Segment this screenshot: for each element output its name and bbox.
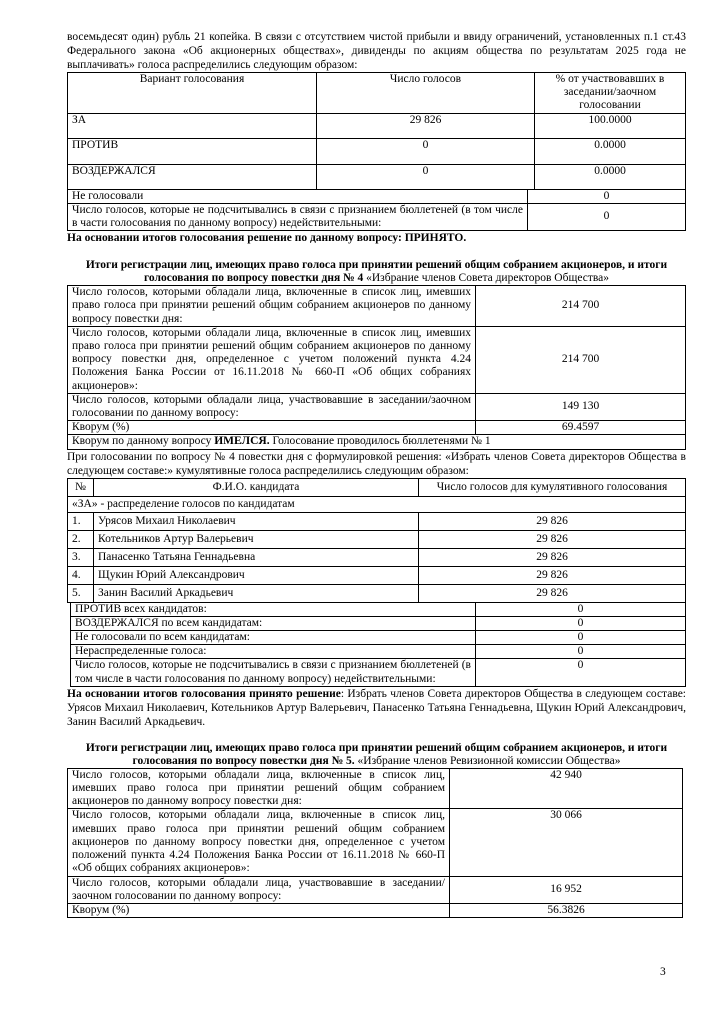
reg-value: 214 700	[476, 286, 686, 327]
registration-table-q4	[67, 285, 686, 449]
cand-name: Панасенко Татьяна Геннадьевна	[94, 548, 419, 566]
q5-heading-normal: «Избрание членов Ревизионной комиссии Общества»	[354, 754, 621, 767]
total-value: 0	[476, 616, 686, 630]
decision-q4-text: : Избрать членов Совета директоров Общества в следующем составе: Урясов Михаил Николаевич, Котельников Артур Валерьевич, Панасенко Татьяна Геннадьевна, Щукин Юрий Александрович, Занин Василий Аркадьевич.	[67, 687, 686, 728]
quorum-suffix: Голосование проводилось бюллетенями № 1	[269, 435, 491, 448]
table-row	[68, 203, 686, 230]
intro-paragraph: восемьдесят один) рубль 21 копейка. В связи с отсутствием чистой прибыли и ввиду ограничений, установленных п.1 ст.43 Федерального закона «Об акционерных обществах», дивиденды по акциям общества по результатам 2025 года не выплачивать» голоса распределились следующим образом:	[67, 31, 686, 71]
quorum-note	[68, 435, 686, 449]
cand-num: 2.	[68, 530, 94, 548]
reg-label: Число голосов, которыми обладали лица, включенные в список лиц, имевших право голоса при принятии решений общим собранием акционеров по данному вопросу повестки дня, определенное с учетом положений пункта 4.24 Положения Банка России от 16.11.2018 № 660-П «Об общих собраниях акционеров»:	[68, 326, 476, 393]
table-row	[71, 645, 686, 659]
table-row	[68, 138, 686, 164]
table-row	[71, 659, 686, 686]
table-row	[71, 631, 686, 645]
table-row	[68, 548, 686, 566]
total-value: 0	[476, 659, 686, 686]
table-row	[68, 809, 683, 876]
total-value: 0	[476, 602, 686, 616]
q5-heading	[67, 742, 686, 768]
not-voted-label: Не голосовали	[68, 189, 528, 203]
quorum-status: ИМЕЛСЯ.	[214, 435, 270, 448]
table-row	[68, 768, 683, 809]
not-voted-value: 0	[528, 189, 686, 203]
table-row	[68, 512, 686, 530]
header-votes: Число голосов	[317, 73, 535, 114]
header-option: Вариант голосования	[68, 73, 317, 114]
percent-cell: 100.0000	[535, 113, 686, 138]
decision-q4-bold: На основании итогов голосования принято решение	[67, 687, 341, 700]
percent-cell: 0.0000	[535, 138, 686, 164]
candidates-table	[67, 478, 686, 603]
registration-table-q5	[67, 768, 683, 918]
cand-name: Котельников Артур Валерьевич	[94, 530, 419, 548]
q4-formulation: При голосовании по вопросу № 4 повестки дня с формулировкой решения: «Избрать членов Совета директоров Общества в следующем составе:» кумулятивные голоса распределились следующим образом:	[67, 450, 686, 477]
decision-q4	[67, 687, 686, 729]
cand-num: 5.	[68, 584, 94, 602]
cand-votes: 29 826	[419, 584, 686, 602]
header-percent: % от участвовавших в заседании/заочном голосовании	[535, 73, 686, 114]
reg-value: 42 940	[450, 768, 683, 809]
option-cell: ВОЗДЕРЖАЛСЯ	[68, 164, 317, 189]
za-distribution-label: «ЗА» - распределение голосов по кандидатам	[68, 496, 686, 512]
header-cum-votes: Число голосов для кумулятивного голосования	[419, 478, 686, 496]
header-num: №	[68, 478, 94, 496]
q4-heading-bold: Итоги регистрации лиц, имеющих право голоса при принятии решений общим собранием акционеров, и итоги голосования по вопросу повестки дня № 4	[85, 259, 668, 285]
cand-votes: 29 826	[419, 566, 686, 584]
reg-value: 214 700	[476, 326, 686, 393]
invalid-label: Число голосов, которые не подсчитывались в связи с признанием бюллетеней (в том числе в части голосования по данному вопросу) недействительными:	[68, 203, 528, 230]
table-row	[68, 876, 683, 903]
table-row	[68, 496, 686, 512]
q4-heading	[67, 259, 686, 285]
total-label: Число голосов, которые не подсчитывались в связи с признанием бюллетеней (в том числе в части голосования по данному вопросу) недействительными:	[71, 659, 476, 686]
table-header-row	[68, 478, 686, 496]
votes-cell: 0	[317, 164, 535, 189]
invalid-value: 0	[528, 203, 686, 230]
table-row	[71, 616, 686, 630]
table-row	[68, 113, 686, 138]
table-row	[71, 602, 686, 616]
total-value: 0	[476, 645, 686, 659]
cand-votes: 29 826	[419, 548, 686, 566]
table-row	[68, 435, 686, 449]
table-row	[68, 189, 686, 203]
reg-value: 30 066	[450, 809, 683, 876]
total-label: Нераспределенные голоса:	[71, 645, 476, 659]
cand-num: 1.	[68, 512, 94, 530]
reg-label: Кворум (%)	[68, 903, 450, 917]
quorum-prefix: Кворум по данному вопросу	[72, 435, 215, 448]
reg-label: Число голосов, которыми обладали лица, включенные в список лиц, имевших право голоса при принятии решений общим собранием акционеров по данному вопросу повестки дня:	[68, 768, 450, 809]
document-page	[67, 30, 686, 918]
table-row	[68, 530, 686, 548]
reg-value: 69.4597	[476, 421, 686, 435]
vote-table-q3	[67, 72, 686, 190]
reg-label: Число голосов, которыми обладали лица, участвовавшие в заседании/заочном голосовании по данному вопросу:	[68, 876, 450, 903]
table-row	[68, 584, 686, 602]
reg-value: 149 130	[476, 393, 686, 420]
total-label: ПРОТИВ всех кандидатов:	[71, 602, 476, 616]
cand-name: Щукин Юрий Александрович	[94, 566, 419, 584]
votes-cell: 0	[317, 138, 535, 164]
cand-votes: 29 826	[419, 512, 686, 530]
header-name: Ф.И.О. кандидата	[94, 478, 419, 496]
vote-summary-q3	[67, 189, 686, 232]
table-row	[68, 903, 683, 917]
table-row	[68, 421, 686, 435]
percent-cell: 0.0000	[535, 164, 686, 189]
q4-heading-normal: «Избрание членов Совета директоров Общества»	[363, 272, 609, 285]
table-row	[68, 393, 686, 420]
reg-label: Число голосов, которыми обладали лица, включенные в список лиц, имевших право голоса при принятии решений общим собранием акционеров по данному вопросу повестки дня:	[68, 286, 476, 327]
reg-label: Число голосов, которыми обладали лица, включенные в список лиц, имевших право голоса при принятии решений общим собранием акционеров по данному вопросу повестки дня, определенное с учетом положений пункта 4.24 Положения Банка России от 16.11.2018 № 660-П «Об общих собраниях акционеров»:	[68, 809, 450, 876]
q5-heading-bold: Итоги регистрации лиц, имеющих право голоса при принятии решений общим собранием акционеров, и итоги голосования по вопросу повестки дня № 5.	[85, 741, 668, 767]
table-row	[68, 566, 686, 584]
reg-label: Кворум (%)	[68, 421, 476, 435]
cand-name: Урясов Михаил Николаевич	[94, 512, 419, 530]
cand-num: 4.	[68, 566, 94, 584]
page-number: 3	[660, 966, 666, 978]
option-cell: ПРОТИВ	[68, 138, 317, 164]
decision-q3: На основании итогов голосования решение по данному вопросу: ПРИНЯТО.	[67, 232, 467, 245]
cand-name: Занин Василий Аркадьевич	[94, 584, 419, 602]
cand-votes: 29 826	[419, 530, 686, 548]
cand-num: 3.	[68, 548, 94, 566]
reg-value: 56.3826	[450, 903, 683, 917]
table-row	[68, 286, 686, 327]
total-value: 0	[476, 631, 686, 645]
reg-label: Число голосов, которыми обладали лица, участвовавшие в заседании/заочном голосовании по данному вопросу:	[68, 393, 476, 420]
table-header-row	[68, 73, 686, 114]
total-label: Не голосовали по всем кандидатам:	[71, 631, 476, 645]
total-label: ВОЗДЕРЖАЛСЯ по всем кандидатам:	[71, 616, 476, 630]
candidates-totals-table	[70, 602, 686, 687]
votes-cell: 29 826	[317, 113, 535, 138]
reg-value: 16 952	[450, 876, 683, 903]
table-row	[68, 326, 686, 393]
option-cell: ЗА	[68, 113, 317, 138]
table-row	[68, 164, 686, 189]
